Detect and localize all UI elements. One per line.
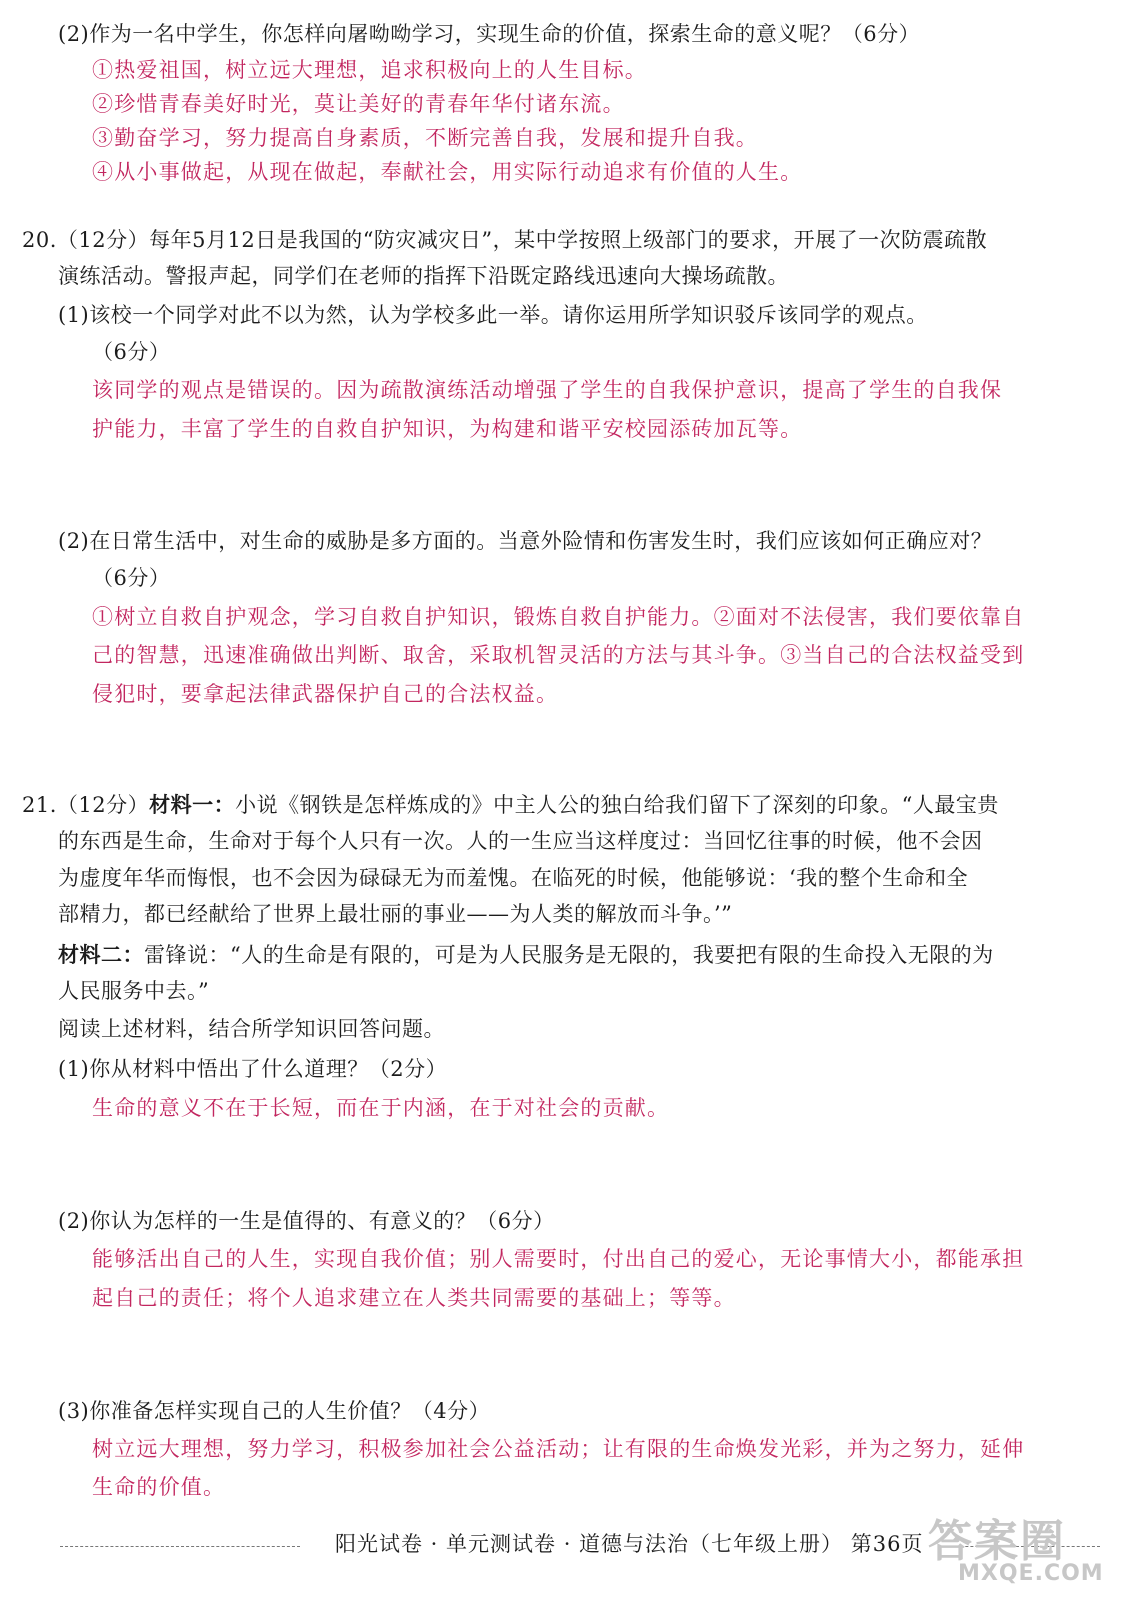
q20-stem-line-2: 演练活动。警报声起，同学们在老师的指挥下沿既定路线迅速向大操场疏散。 — [58, 264, 789, 288]
watermark-main-text: 答案圈 — [928, 1516, 1066, 1567]
q21-3-answer-line-1: 树立远大理想，努力学习，积极参加社会公益活动；让有限的生命焕发光彩，并为之努力，延伸 — [92, 1437, 1025, 1461]
q21-stem-line-6: 人民服务中去。” — [58, 979, 210, 1003]
footer-rule-left — [60, 1546, 300, 1547]
q20-1-question-line-1: (1)该校一个同学对此不以为然，认为学校多此一举。请你运用所学知识驳斥该同学的观点。 — [58, 303, 928, 327]
q20-2-question-line-2: （6分） — [92, 566, 171, 590]
q21-stem-line-5: 材料二：雷锋说：“人的生命是有限的，可是为人民服务是无限的，我要把有限的生命投入无限的为 — [58, 942, 994, 967]
q19-2-answer-1: ①热爱祖国，树立远大理想，追求积极向上的人生目标。 — [92, 58, 647, 82]
q21-2-answer-line-2: 起自己的责任；将个人追求建立在人类共同需要的基础上；等等。 — [92, 1286, 736, 1310]
q19-2-answer-3: ③勤奋学习，努力提高自身素质，不断完善自我，发展和提升自我。 — [92, 126, 758, 150]
q21-stem-line-2: 的东西是生命，生命对于每个人只有一次。人的一生应当这样度过：当回忆往事的时候，他不会因 — [58, 829, 983, 853]
q20-2-answer-line-2: 己的智慧，迅速准确做出判断、取舍，采取机智灵活的方法与其斗争。③当自己的合法权益受到 — [92, 643, 1025, 667]
q19-2-answer-4: ④从小事做起，从现在做起，奉献社会，用实际行动追求有价值的人生。 — [92, 160, 803, 184]
watermark-logo — [920, 1505, 1120, 1595]
q21-stem-line-3: 为虚度年华而悔恨，也不会因为碌碌无为而羞愧。在临死的时候，他能够说：‘我的整个生命和全 — [58, 866, 969, 890]
q20-stem-line-1: 20.（12分）每年5月12日是我国的“防灾减灾日”，某中学按照上级部门的要求，开展了一次防震疏散 — [22, 228, 988, 252]
material-label: 材料一： — [149, 792, 236, 817]
q20-2-question-line-1: (2)在日常生活中，对生命的威胁是多方面的。当意外险情和伤害发生时，我们应该如何正确应对？ — [58, 529, 993, 553]
watermark-sub-text: MXQE.COM — [958, 1561, 1104, 1586]
q20-1-answer-line-2: 护能力，丰富了学生的自救自护知识，为构建和谐平安校园添砖加瓦等。 — [92, 417, 803, 441]
q21-stem-line-4: 部精力，都已经献给了世界上最壮丽的事业——为人类的解放而斗争。’” — [58, 902, 733, 926]
q20-1-question-line-2: （6分） — [92, 340, 171, 364]
q21-1-answer: 生命的意义不在于长短，而在于内涵，在于对社会的贡献。 — [92, 1096, 670, 1120]
q21-stem-line-1: 21.（12分）材料一：小说《钢铁是怎样炼成的》中主人公的独白给我们留下了深刻的印象。“人最宝贵 — [22, 792, 999, 817]
q21-3-answer-line-2: 生命的价值。 — [92, 1475, 226, 1499]
q19-2-answer-2: ②珍惜青春美好时光，莫让美好的青春年华付诸东流。 — [92, 92, 625, 116]
q20-1-answer-line-1: 该同学的观点是错误的。因为疏散演练活动增强了学生的自我保护意识，提高了学生的自我保 — [92, 378, 1003, 402]
q21-stem-line-7: 阅读上述材料，结合所学知识回答问题。 — [58, 1017, 445, 1041]
q21-2-answer-line-1: 能够活出自己的人生，实现自我价值；别人需要时，付出自己的爱心，无论事情大小，都能承担 — [92, 1247, 1025, 1271]
footer-text: 阳光试卷 · 单元测试卷 · 道德与法治（七年级上册） 第36页 — [335, 1532, 924, 1556]
q19-2-question: (2)作为一名中学生，你怎样向屠呦呦学习，实现生命的价值，探索生命的意义呢？（6分） — [58, 22, 921, 46]
material-label: 材料二： — [58, 942, 144, 967]
q20-2-answer-line-1: ①树立自救自护观念，学习自救自护知识，锻炼自救自护能力。②面对不法侵害，我们要依靠自 — [92, 605, 1025, 629]
q21-2-question: (2)你认为怎样的一生是值得的、有意义的？（6分） — [58, 1209, 555, 1233]
q21-1-question: (1)你从材料中悟出了什么道理？（2分） — [58, 1057, 448, 1081]
q21-3-question: (3)你准备怎样实现自己的人生价值？（4分） — [58, 1399, 491, 1423]
q20-2-answer-line-3: 侵犯时，要拿起法律武器保护自己的合法权益。 — [92, 682, 559, 706]
